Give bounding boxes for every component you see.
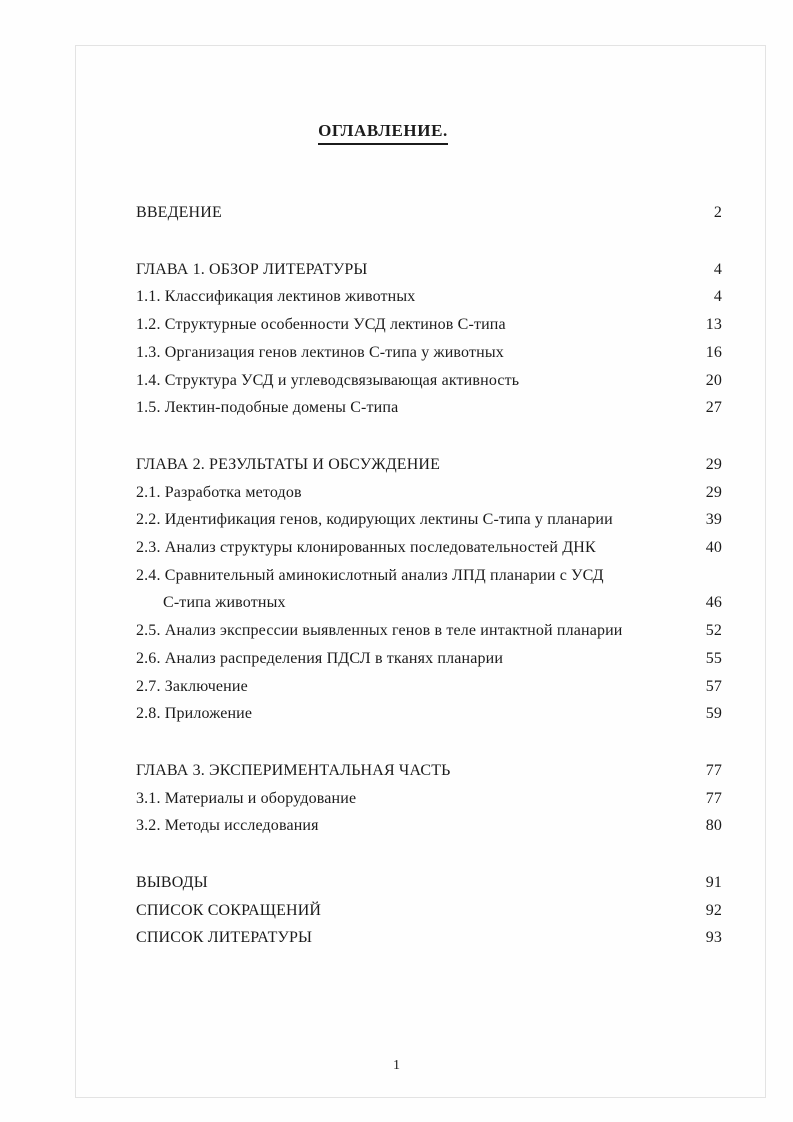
toc-entry xyxy=(136,256,722,284)
toc-entry-label: ВЫВОДЫ xyxy=(136,874,208,892)
toc-entry xyxy=(136,589,722,617)
toc-entry-label: СПИСОК ЛИТЕРАТУРЫ xyxy=(136,929,313,947)
toc-entry xyxy=(136,700,722,728)
toc-entry-page-number: 39 xyxy=(705,511,722,529)
page-title: ОГЛАВЛЕНИЕ. xyxy=(318,121,448,145)
toc-entry-label: ГЛАВА 2. РЕЗУЛЬТАТЫ И ОБСУЖДЕНИЕ xyxy=(136,455,441,473)
toc-entry-label: 1.2. Структурные особенности УСД лектинов С-типа xyxy=(136,316,506,334)
toc-entry-label: 2.3. Анализ структуры клонированных последовательностей ДНК xyxy=(136,539,596,557)
toc-entry-page-number: 46 xyxy=(705,594,722,612)
toc-entry-page-number: 29 xyxy=(705,455,722,473)
table-of-contents xyxy=(136,199,722,952)
toc-entry-label: 1.1. Классификация лектинов животных xyxy=(136,288,416,306)
toc-entry-page-number: 52 xyxy=(705,622,722,640)
toc-entry xyxy=(136,283,722,311)
toc-entry xyxy=(136,562,722,590)
toc-entry-page-number: 13 xyxy=(705,316,722,334)
toc-entry-label: 2.4. Сравнительный аминокислотный анализ ЛПД планарии с УСД xyxy=(136,566,604,584)
toc-entry xyxy=(136,897,722,925)
toc-entry xyxy=(136,311,722,339)
toc-entry xyxy=(136,339,722,367)
toc-entry xyxy=(136,451,722,479)
toc-entry-label: 2.7. Заключение xyxy=(136,677,248,695)
page-title-wrap xyxy=(0,121,766,145)
toc-entry-page-number: 29 xyxy=(705,483,722,501)
toc-entry-page-number: 59 xyxy=(705,705,722,723)
toc-entry xyxy=(136,757,722,785)
toc-entry-page-number: 4 xyxy=(713,288,722,306)
toc-entry-page-number: 2 xyxy=(713,204,722,221)
toc-entry xyxy=(136,812,722,840)
toc-entry-label: ВВЕДЕНИЕ xyxy=(136,204,222,221)
toc-entry xyxy=(136,199,722,227)
toc-entry-label: 2.2. Идентификация генов, кодирующих лектины С-типа у планарии xyxy=(136,511,613,529)
toc-entry-label: 3.1. Материалы и оборудование xyxy=(136,789,357,807)
toc-entry-page-number: 55 xyxy=(705,649,722,667)
toc-entry-page-number: 20 xyxy=(705,371,722,389)
toc-entry-page-number: 40 xyxy=(705,539,722,557)
toc-entry xyxy=(136,617,722,645)
toc-entry-label: 3.2. Методы исследования xyxy=(136,817,319,835)
toc-entry xyxy=(136,869,722,897)
toc-entry-page-number: 27 xyxy=(705,399,722,417)
toc-entry-label: ГЛАВА 1. ОБЗОР ЛИТЕРАТУРЫ xyxy=(136,260,368,278)
toc-entry-label: ГЛАВА 3. ЭКСПЕРИМЕНТАЛЬНАЯ ЧАСТЬ xyxy=(136,761,451,779)
toc-entry xyxy=(136,645,722,673)
toc-entry-page-number: 91 xyxy=(705,874,722,892)
toc-entry-page-number: 77 xyxy=(705,789,722,807)
toc-entry xyxy=(136,479,722,507)
toc-entry xyxy=(136,506,722,534)
toc-entry-page-number: 4 xyxy=(713,260,722,278)
toc-entry xyxy=(136,924,722,952)
toc-entry-page-number: 92 xyxy=(705,901,722,919)
toc-entry-page-number: 77 xyxy=(705,761,722,779)
toc-entry-label: 1.4. Структура УСД и углеводсвязывающая активность xyxy=(136,371,520,389)
toc-entry-label: СПИСОК СОКРАЩЕНИЙ xyxy=(136,901,322,919)
toc-entry-label: 2.6. Анализ распределения ПДСЛ в тканях планарии xyxy=(136,649,504,667)
toc-entry-page-number: 80 xyxy=(705,817,722,835)
toc-entry xyxy=(136,673,722,701)
toc-entry-label: С-типа животных xyxy=(163,594,286,612)
toc-entry-label: 1.5. Лектин-подобные домены С-типа xyxy=(136,399,399,417)
toc-entry-label: 1.3. Организация генов лектинов С-типа у животных xyxy=(136,343,504,361)
toc-entry-page-number: 57 xyxy=(705,677,722,695)
footer-page-number: 1 xyxy=(393,1058,400,1073)
toc-entry xyxy=(136,394,722,422)
toc-entry-page-number: 16 xyxy=(705,343,722,361)
toc-entry-label: 2.8. Приложение xyxy=(136,705,253,723)
toc-entry xyxy=(136,534,722,562)
toc-entry-page-number: 93 xyxy=(705,929,722,947)
toc-entry xyxy=(136,367,722,395)
toc-entry xyxy=(136,785,722,813)
toc-entry-label: 2.1. Разработка методов xyxy=(136,483,302,501)
toc-entry-label: 2.5. Анализ экспрессии выявленных генов в теле интактной планарии xyxy=(136,622,623,640)
